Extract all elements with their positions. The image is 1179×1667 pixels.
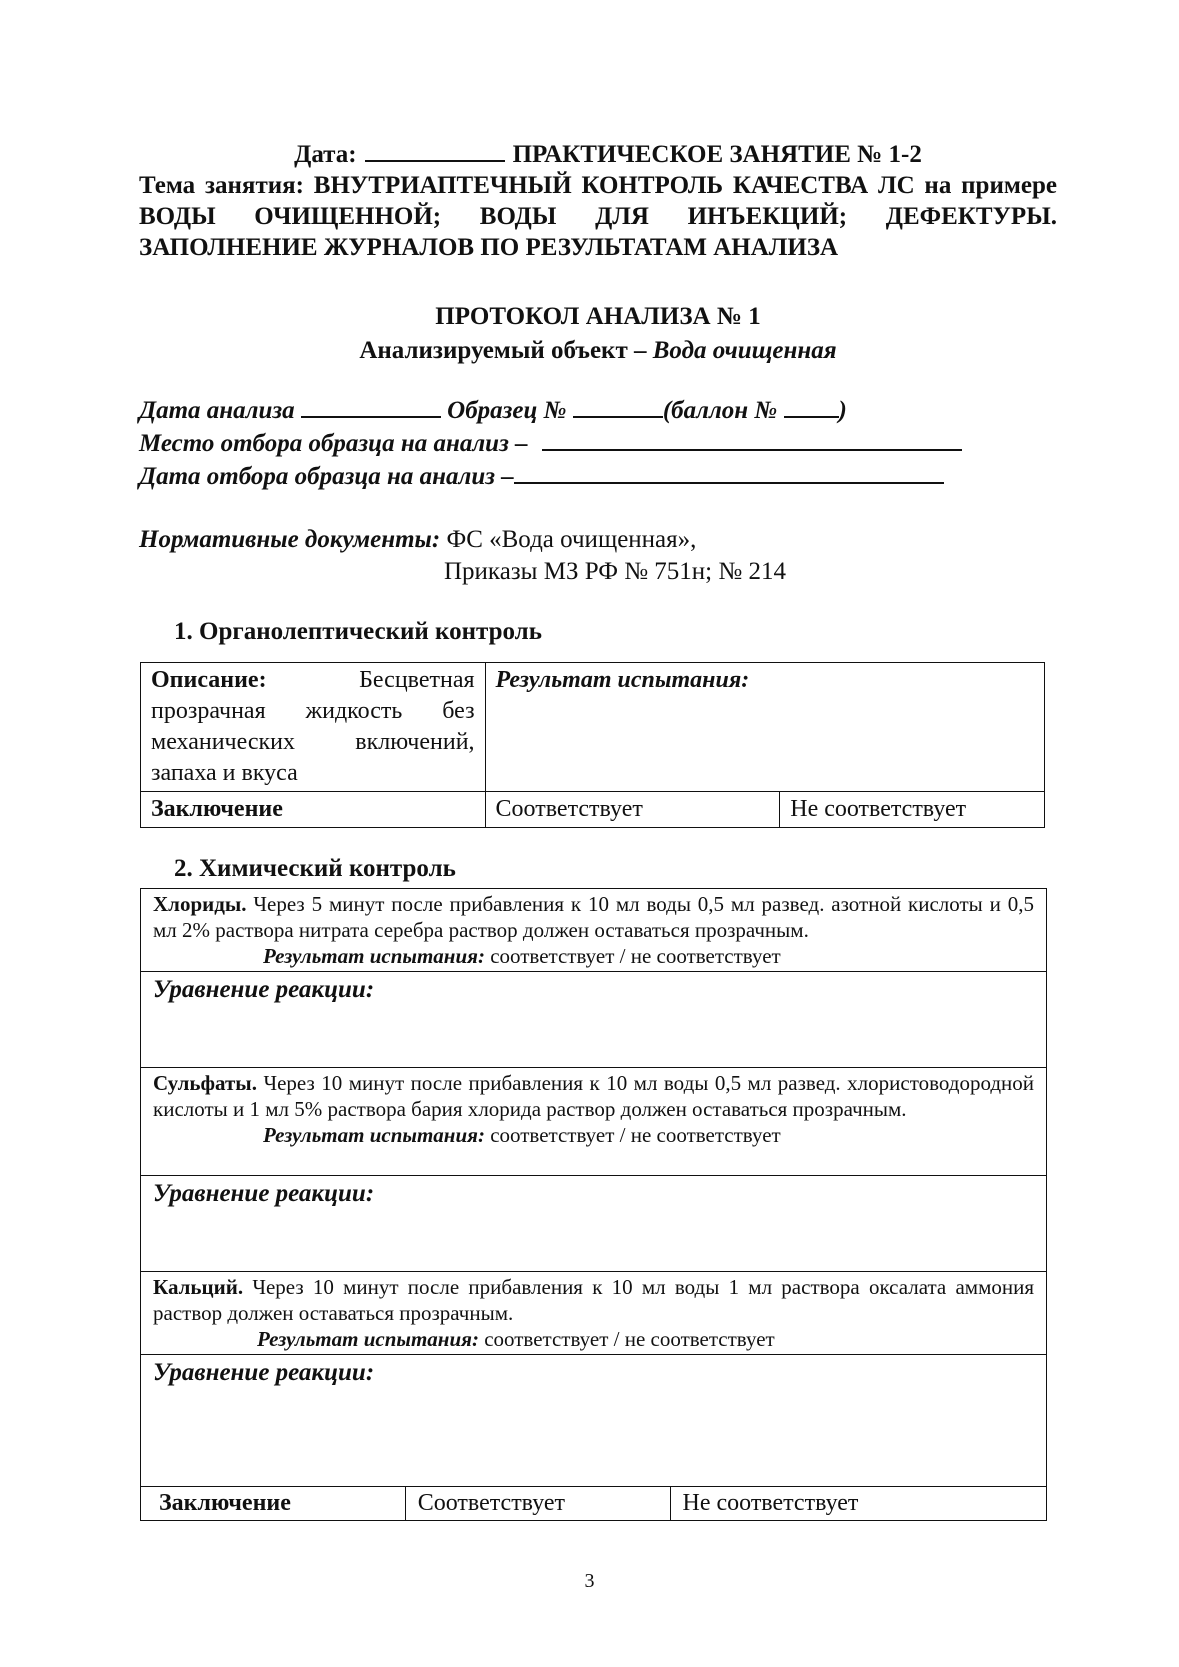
sample-no-label: Образец № <box>447 397 567 424</box>
test-chlorides <box>141 889 1047 972</box>
equation-area-sulfates[interactable] <box>141 1176 1047 1272</box>
test-sulfates <box>141 1068 1047 1176</box>
test-name: Кальций. <box>153 1275 244 1299</box>
test-text: Через 10 минут после прибавления к 10 мл воды 0,5 мл развед. хлористоводородной кислоты и 1 мл 5% раствора бария хлорида раствор должен оставаться прозрачным. <box>153 1071 1035 1121</box>
result-label: Результат испытания: <box>263 944 485 968</box>
conclusion-option-no[interactable]: Не соответствует <box>780 792 1045 828</box>
norm-doc-2: Приказы МЗ РФ № 751н; № 214 <box>444 558 786 585</box>
norm-doc-1: ФС «Вода очищенная», <box>446 526 697 553</box>
organoleptic-table <box>140 662 1045 828</box>
result-label: Результат испытания: <box>495 667 750 693</box>
test-text: Через 5 минут после прибавления к 10 мл воды 0,5 мл развед. азотной кислоты и 0,5 мл 2% раствора нитрата серебра раствор должен оставаться прозрачным. <box>153 892 1035 942</box>
analyzed-object <box>139 334 1057 368</box>
description-label: Описание: <box>151 667 267 693</box>
equation-area-chlorides[interactable] <box>141 972 1047 1068</box>
protocol-header <box>139 300 1057 368</box>
object-value: Вода очищенная <box>652 337 837 364</box>
norm-label: Нормативные документы: <box>139 526 441 553</box>
object-label: Анализируемый объект – <box>359 337 647 364</box>
page-number: 3 <box>584 1570 595 1592</box>
conclusion-option-yes[interactable]: Соответствует <box>485 792 780 828</box>
normative-documents <box>139 524 1057 588</box>
test-result <box>153 943 1034 969</box>
sampling-date-blank <box>514 460 944 484</box>
equation-label: Уравнение реакции: <box>153 1359 375 1386</box>
result-options[interactable]: соответствует / не соответствует <box>490 944 781 968</box>
test-result <box>153 1122 1034 1148</box>
test-result <box>153 1326 1034 1352</box>
meta-line-2 <box>139 427 1057 460</box>
sampling-date-label: Дата отбора образца на анализ – <box>139 463 514 490</box>
equation-label: Уравнение реакции: <box>153 976 375 1003</box>
cylinder-close: ) <box>838 397 847 424</box>
analysis-date-label: Дата анализа <box>139 397 295 424</box>
lesson-topic: Тема занятия: ВНУТРИАПТЕЧНЫЙ КОНТРОЛЬ КАЧЕСТВА ЛС на примере ВОДЫ ОЧИЩЕННОЙ; ВОДЫ ДЛЯ ИНЪЕКЦИЙ; ДЕФЕКТУРЫ. ЗАПОЛНЕНИЕ ЖУРНАЛОВ ПО РЕЗУЛЬТАТАМ АНАЛИЗА <box>139 172 1057 261</box>
description-cell <box>141 663 486 792</box>
cylinder-no-blank <box>784 394 839 418</box>
result-cell <box>485 663 1044 792</box>
meta-line-1 <box>139 394 1057 427</box>
equation-area-calcium[interactable] <box>141 1355 1047 1487</box>
section-2-heading: 2. Химический контроль <box>174 855 456 882</box>
test-text: Через 10 минут после прибавления к 10 мл воды 1 мл раствора оксалата аммония раствор должен оставаться прозрачным. <box>153 1275 1034 1325</box>
header-date-line <box>139 138 1057 170</box>
lesson-title: ПРАКТИЧЕСКОЕ ЗАНЯТИЕ № 1-2 <box>512 141 922 168</box>
analysis-meta <box>139 394 1057 493</box>
date-label: Дата: <box>294 141 357 168</box>
test-name: Хлориды. <box>153 892 247 916</box>
result-label: Результат испытания: <box>263 1123 485 1147</box>
conclusion-option-yes[interactable]: Соответствует <box>405 1487 670 1521</box>
conclusion-label: Заключение <box>141 1487 406 1521</box>
conclusion-option-no[interactable]: Не соответствует <box>670 1487 1047 1521</box>
norm-line-1 <box>139 524 1057 556</box>
protocol-title: ПРОТОКОЛ АНАЛИЗА № 1 <box>435 303 761 330</box>
description-text: Бесцветная прозрачная жидкость без механических включений, запаха и вкуса <box>151 667 475 786</box>
sample-no-blank <box>573 394 663 418</box>
chemical-control-table <box>140 888 1047 1521</box>
sampling-place-blank <box>542 427 962 451</box>
result-options[interactable]: соответствует / не соответствует <box>484 1327 775 1351</box>
cylinder-label: (баллон № <box>662 397 778 424</box>
result-options[interactable]: соответствует / не соответствует <box>490 1123 781 1147</box>
section-1-heading: 1. Органолептический контроль <box>174 618 542 645</box>
result-label: Результат испытания: <box>257 1327 479 1351</box>
lesson-header <box>139 138 1057 263</box>
conclusion-label: Заключение <box>141 792 486 828</box>
analysis-date-blank <box>301 394 441 418</box>
equation-label: Уравнение реакции: <box>153 1180 375 1207</box>
test-name: Сульфаты. <box>153 1071 257 1095</box>
meta-line-3 <box>139 460 1057 493</box>
test-calcium <box>141 1272 1047 1355</box>
sampling-place-label: Место отбора образца на анализ – <box>139 430 528 457</box>
date-blank <box>365 138 505 162</box>
